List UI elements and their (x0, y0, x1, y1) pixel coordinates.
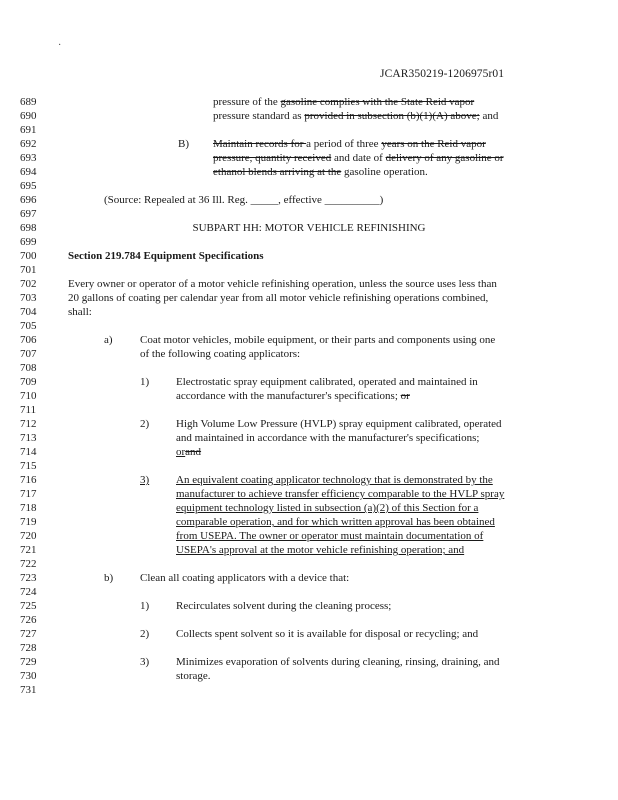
item-a3-line: manufacturer to achieve transfer efficiency comparable to the HVLP spray (176, 488, 505, 500)
deleted-text: ethanol blends arriving at the (213, 166, 342, 178)
item-a1-label: 1) (140, 376, 150, 388)
subpart-title: SUBPART HH: MOTOR VEHICLE REFINISHING (192, 222, 426, 234)
line-number: 722 (20, 558, 37, 570)
line-number: 727 (20, 628, 37, 640)
line-number: 700 (20, 250, 37, 262)
deleted-text: years on the Reid vapor (381, 138, 486, 150)
section-heading: Section 219.784 Equipment Specifications (68, 250, 264, 262)
item-a2-label: 2) (140, 418, 150, 430)
deleted-text: gasoline complies with the State Reid vapor (280, 96, 475, 108)
gasoline-line-1 (213, 96, 474, 109)
subitem-b-line-2 (213, 152, 503, 165)
deleted-text: delivery of any gasoline or (385, 152, 504, 164)
plain-text: and (479, 110, 499, 122)
plain-text: accordance with the manufacturer's specifications; (176, 390, 401, 402)
item-b1-label: 1) (140, 600, 150, 612)
plain-text: and date of (331, 152, 386, 164)
item-a2-line-1: High Volume Low Pressure (HVLP) spray equipment calibrated, operated (176, 418, 502, 430)
line-number: 716 (20, 474, 37, 486)
item-a3-line: from USEPA. The owner or operator must maintain documentation of (176, 530, 484, 542)
line-number: 721 (20, 544, 37, 556)
line-number: 695 (20, 180, 37, 192)
plain-text: gasoline operation. (341, 166, 428, 178)
intro-line: Every owner or operator of a motor vehicle refinishing operation, unless the source uses less than (68, 278, 497, 290)
line-number: 720 (20, 530, 37, 542)
deleted-text: Maintain records for (213, 138, 307, 150)
line-number: 708 (20, 362, 37, 374)
item-b-label: b) (104, 572, 114, 584)
line-number: 723 (20, 572, 37, 584)
subitem-b-label: B) (178, 138, 189, 150)
intro-line: 20 gallons of coating per calendar year from all motor vehicle refinishing operations combined, (68, 292, 489, 304)
item-b3-label: 3) (140, 656, 150, 668)
source-note: (Source: Repealed at 36 Ill. Reg. _____, effective __________) (104, 194, 384, 206)
line-number: 698 (20, 222, 37, 234)
item-a3-line: An equivalent coating applicator technology that is demonstrated by the (176, 474, 493, 486)
intro-line: shall: (68, 306, 92, 318)
line-number: 718 (20, 502, 37, 514)
line-number: 689 (20, 96, 37, 108)
line-number: 713 (20, 432, 37, 444)
item-a2-line-2: and maintained in accordance with the manufacturer's specifications; (176, 432, 480, 444)
inserted-text: or (176, 446, 186, 458)
line-number: 703 (20, 292, 37, 304)
line-number: 699 (20, 236, 37, 248)
subitem-b-line-1 (213, 138, 486, 151)
line-number: 726 (20, 614, 37, 626)
line-number: 691 (20, 124, 37, 136)
plain-text: a period of three (306, 138, 382, 150)
line-number: 725 (20, 600, 37, 612)
line-number: 719 (20, 516, 37, 528)
line-number: 711 (20, 404, 37, 416)
line-number: 729 (20, 656, 37, 668)
line-number: 702 (20, 278, 37, 290)
line-number: 730 (20, 670, 37, 682)
line-number: 714 (20, 446, 37, 458)
item-a1-line-2 (176, 390, 410, 403)
item-a3-line: USEPA's approval at the motor vehicle refinishing operation; and (176, 544, 465, 556)
item-a3-line: equipment technology listed in subsection (a)(2) of this Section for a (176, 502, 479, 514)
plain-text: pressure standard as (213, 110, 305, 122)
item-b3-line-1: Minimizes evaporation of solvents during cleaning, rinsing, draining, and (176, 656, 500, 668)
line-number: 731 (20, 684, 37, 696)
item-b3-line-2: storage. (176, 670, 211, 682)
deleted-text: or (400, 390, 410, 402)
line-number: 709 (20, 376, 37, 388)
line-number: 690 (20, 110, 37, 122)
deleted-text: provided in subsection (b)(1)(A) above; (304, 110, 480, 122)
deleted-text: pressure, quantity received (213, 152, 332, 164)
gasoline-line-2 (213, 110, 498, 123)
line-number: 728 (20, 642, 37, 654)
plain-text: pressure of the (213, 96, 281, 108)
line-number: 696 (20, 194, 37, 206)
line-number: 712 (20, 418, 37, 430)
line-number: 693 (20, 152, 37, 164)
subitem-b-line-3 (213, 166, 428, 179)
line-number: 704 (20, 306, 37, 318)
line-number: 706 (20, 334, 37, 346)
line-number: 717 (20, 488, 37, 500)
line-number: 710 (20, 390, 37, 402)
item-a2-line-3 (176, 446, 201, 459)
document-id-header: JCAR350219-1206975r01 (380, 68, 505, 80)
line-number: 715 (20, 460, 37, 472)
item-b2-text: Collects spent solvent so it is available for disposal or recycling; and (176, 628, 479, 640)
item-b1-text: Recirculates solvent during the cleaning process; (176, 600, 392, 612)
item-a3-line: comparable operation, and for which written approval has been obtained (176, 516, 495, 528)
line-number: 724 (20, 586, 37, 598)
stray-mark: · (58, 40, 62, 51)
deleted-text: and (185, 446, 202, 458)
item-a1-line-1: Electrostatic spray equipment calibrated, operated and maintained in (176, 376, 478, 388)
line-number: 701 (20, 264, 37, 276)
line-number: 692 (20, 138, 37, 150)
item-a-line: Coat motor vehicles, mobile equipment, or their parts and components using one (140, 334, 496, 346)
line-number: 694 (20, 166, 37, 178)
line-number: 705 (20, 320, 37, 332)
item-a-label: a) (104, 334, 113, 346)
item-a3-label: 3) (140, 474, 150, 486)
item-a-line: of the following coating applicators: (140, 348, 301, 360)
line-number: 697 (20, 208, 37, 220)
item-b-line: Clean all coating applicators with a device that: (140, 572, 350, 584)
line-number: 707 (20, 348, 37, 360)
item-b2-label: 2) (140, 628, 150, 640)
